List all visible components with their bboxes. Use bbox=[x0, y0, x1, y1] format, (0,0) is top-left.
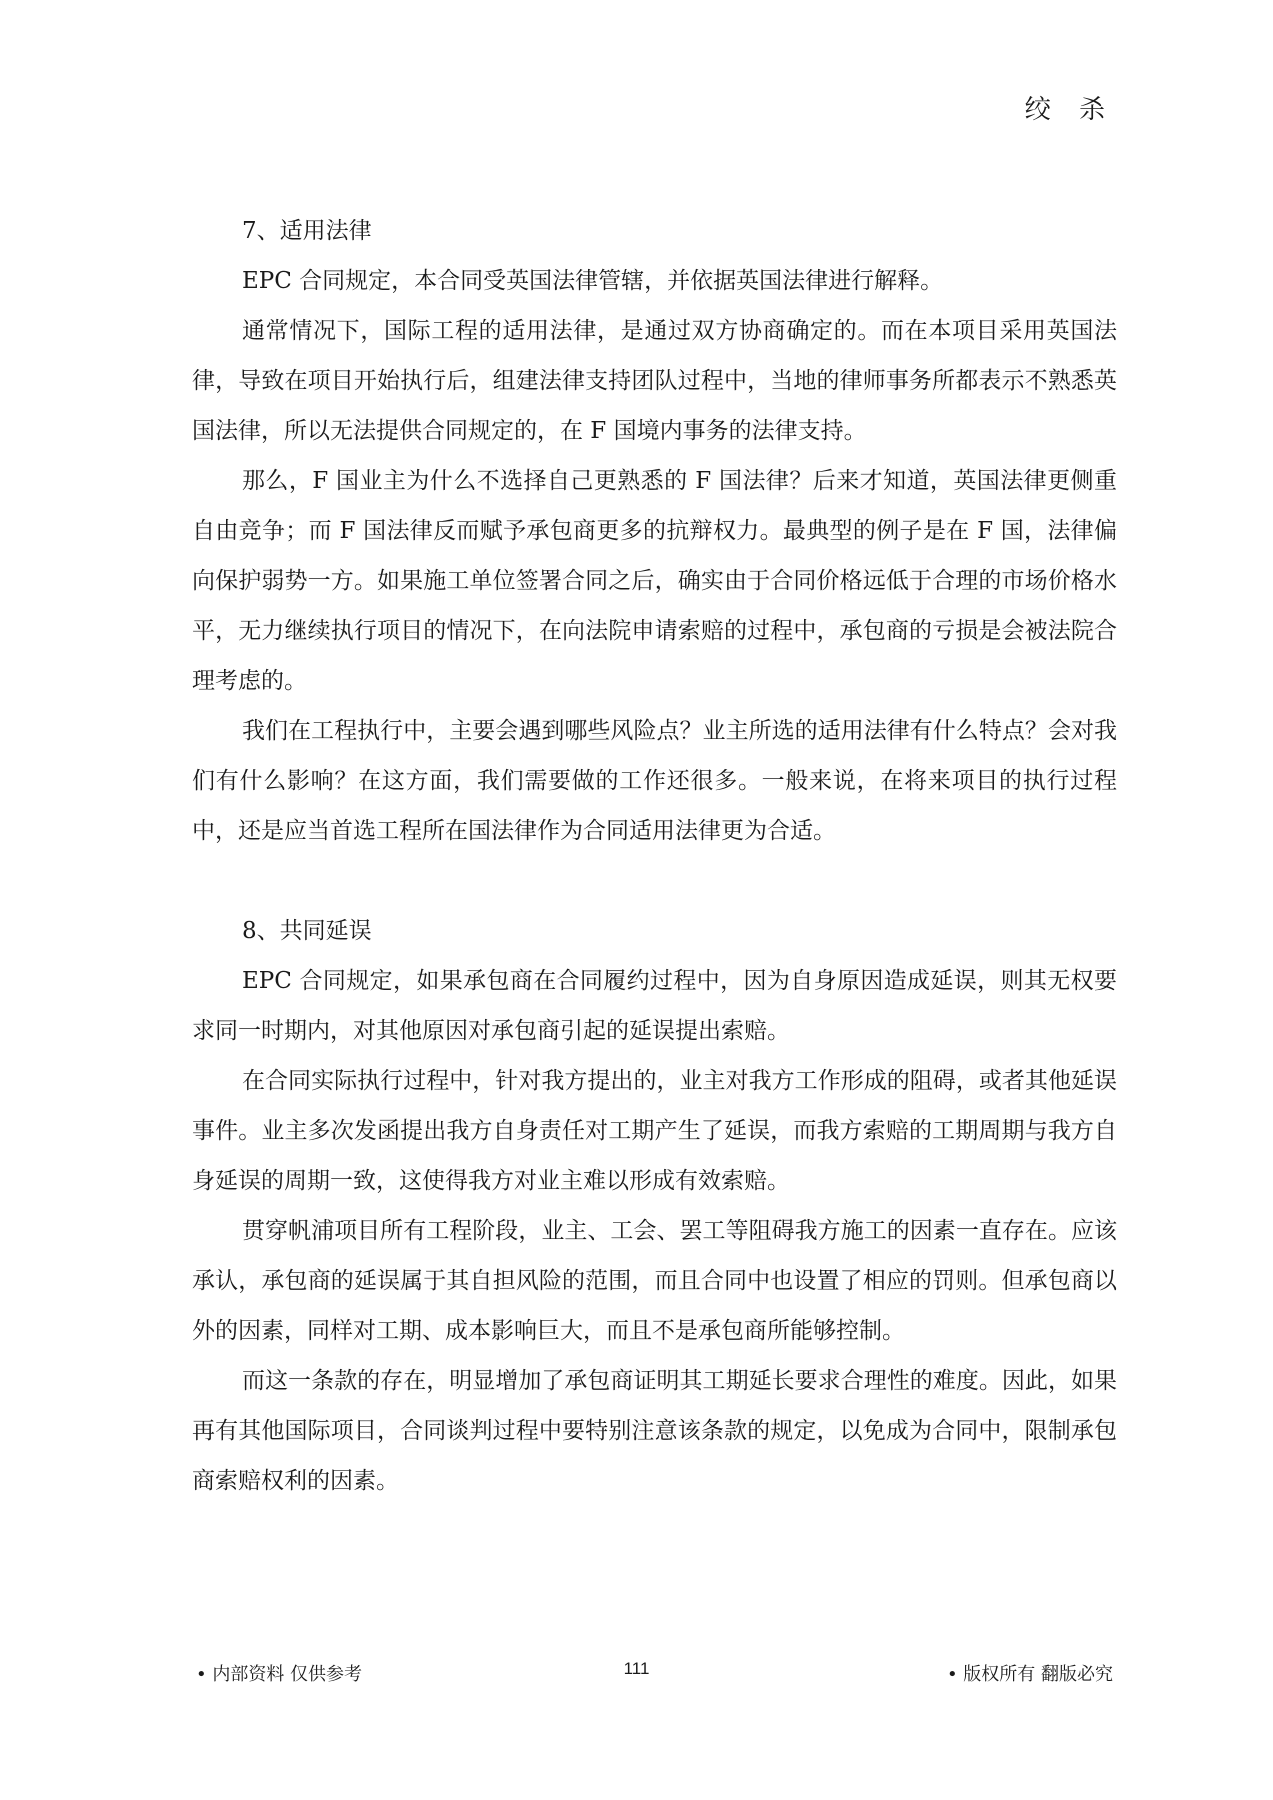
page-header-title: 绞 杀 bbox=[1024, 95, 1115, 125]
paragraph: 那么，F 国业主为什么不选择自己更熟悉的 F 国法律？后来才知道，英国法律更侧重自由竞争；而 F 国法律反而赋予承包商更多的抗辩权力。最典型的例子是在 F 国，法律偏向保护弱势一方。如果施工单位签署合同之后，确实由于合同价格远低于合理的市场价格水平，无力继续执行项目的情况下，在向法院申请索赔的过程中，承包商的亏损是会被法院合理考虑的。 bbox=[192, 468, 1117, 694]
footer-copyright-note: • 版权所有 翻版必究 bbox=[946, 1664, 1113, 1685]
page-number: 111 bbox=[623, 1659, 650, 1678]
footer-internal-note: • 内部资料 仅供参考 bbox=[196, 1664, 363, 1685]
paragraph: 在合同实际执行过程中，针对我方提出的，业主对我方工作形成的阻碍，或者其他延误事件。业主多次发函提出我方自身责任对工期产生了延误，而我方索赔的工期周期与我方自身延误的周期一致，这使得我方对业主难以形成有效索赔。 bbox=[192, 1068, 1117, 1194]
paragraph: 通常情况下，国际工程的适用法律，是通过双方协商确定的。而在本项目采用英国法律，导致在项目开始执行后，组建法律支持团队过程中，当地的律师事务所都表示不熟悉英国法律，所以无法提供合同规定的，在 F 国境内事务的法律支持。 bbox=[192, 318, 1117, 444]
section-heading: 8、共同延误 bbox=[242, 918, 372, 944]
paragraph: 贯穿帆浦项目所有工程阶段，业主、工会、罢工等阻碍我方施工的因素一直存在。应该承认，承包商的延误属于其自担风险的范围，而且合同中也设置了相应的罚则。但承包商以外的因素，同样对工期、成本影响巨大，而且不是承包商所能够控制。 bbox=[192, 1218, 1117, 1344]
page-footer bbox=[0, 1660, 1273, 1690]
section-heading: 7、适用法律 bbox=[242, 218, 372, 244]
section-spacer bbox=[192, 856, 1117, 906]
paragraph: EPC 合同规定，如果承包商在合同履约过程中，因为自身原因造成延误，则其无权要求同一时期内，对其他原因对承包商引起的延误提出索赔。 bbox=[192, 968, 1117, 1044]
paragraph: 而这一条款的存在，明显增加了承包商证明其工期延长要求合理性的难度。因此，如果再有其他国际项目，合同谈判过程中要特别注意该条款的规定，以免成为合同中，限制承包商索赔权利的因素。 bbox=[192, 1368, 1117, 1494]
section-concurrent-delay bbox=[192, 906, 1117, 1506]
paragraph: EPC 合同规定，本合同受英国法律管辖，并依据英国法律进行解释。 bbox=[242, 268, 944, 294]
paragraph: 我们在工程执行中，主要会遇到哪些风险点？业主所选的适用法律有什么特点？会对我们有什么影响？在这方面，我们需要做的工作还很多。一般来说，在将来项目的执行过程中，还是应当首选工程所在国法律作为合同适用法律更为合适。 bbox=[192, 718, 1117, 844]
page-content bbox=[192, 206, 1117, 1506]
section-applicable-law bbox=[192, 206, 1117, 856]
